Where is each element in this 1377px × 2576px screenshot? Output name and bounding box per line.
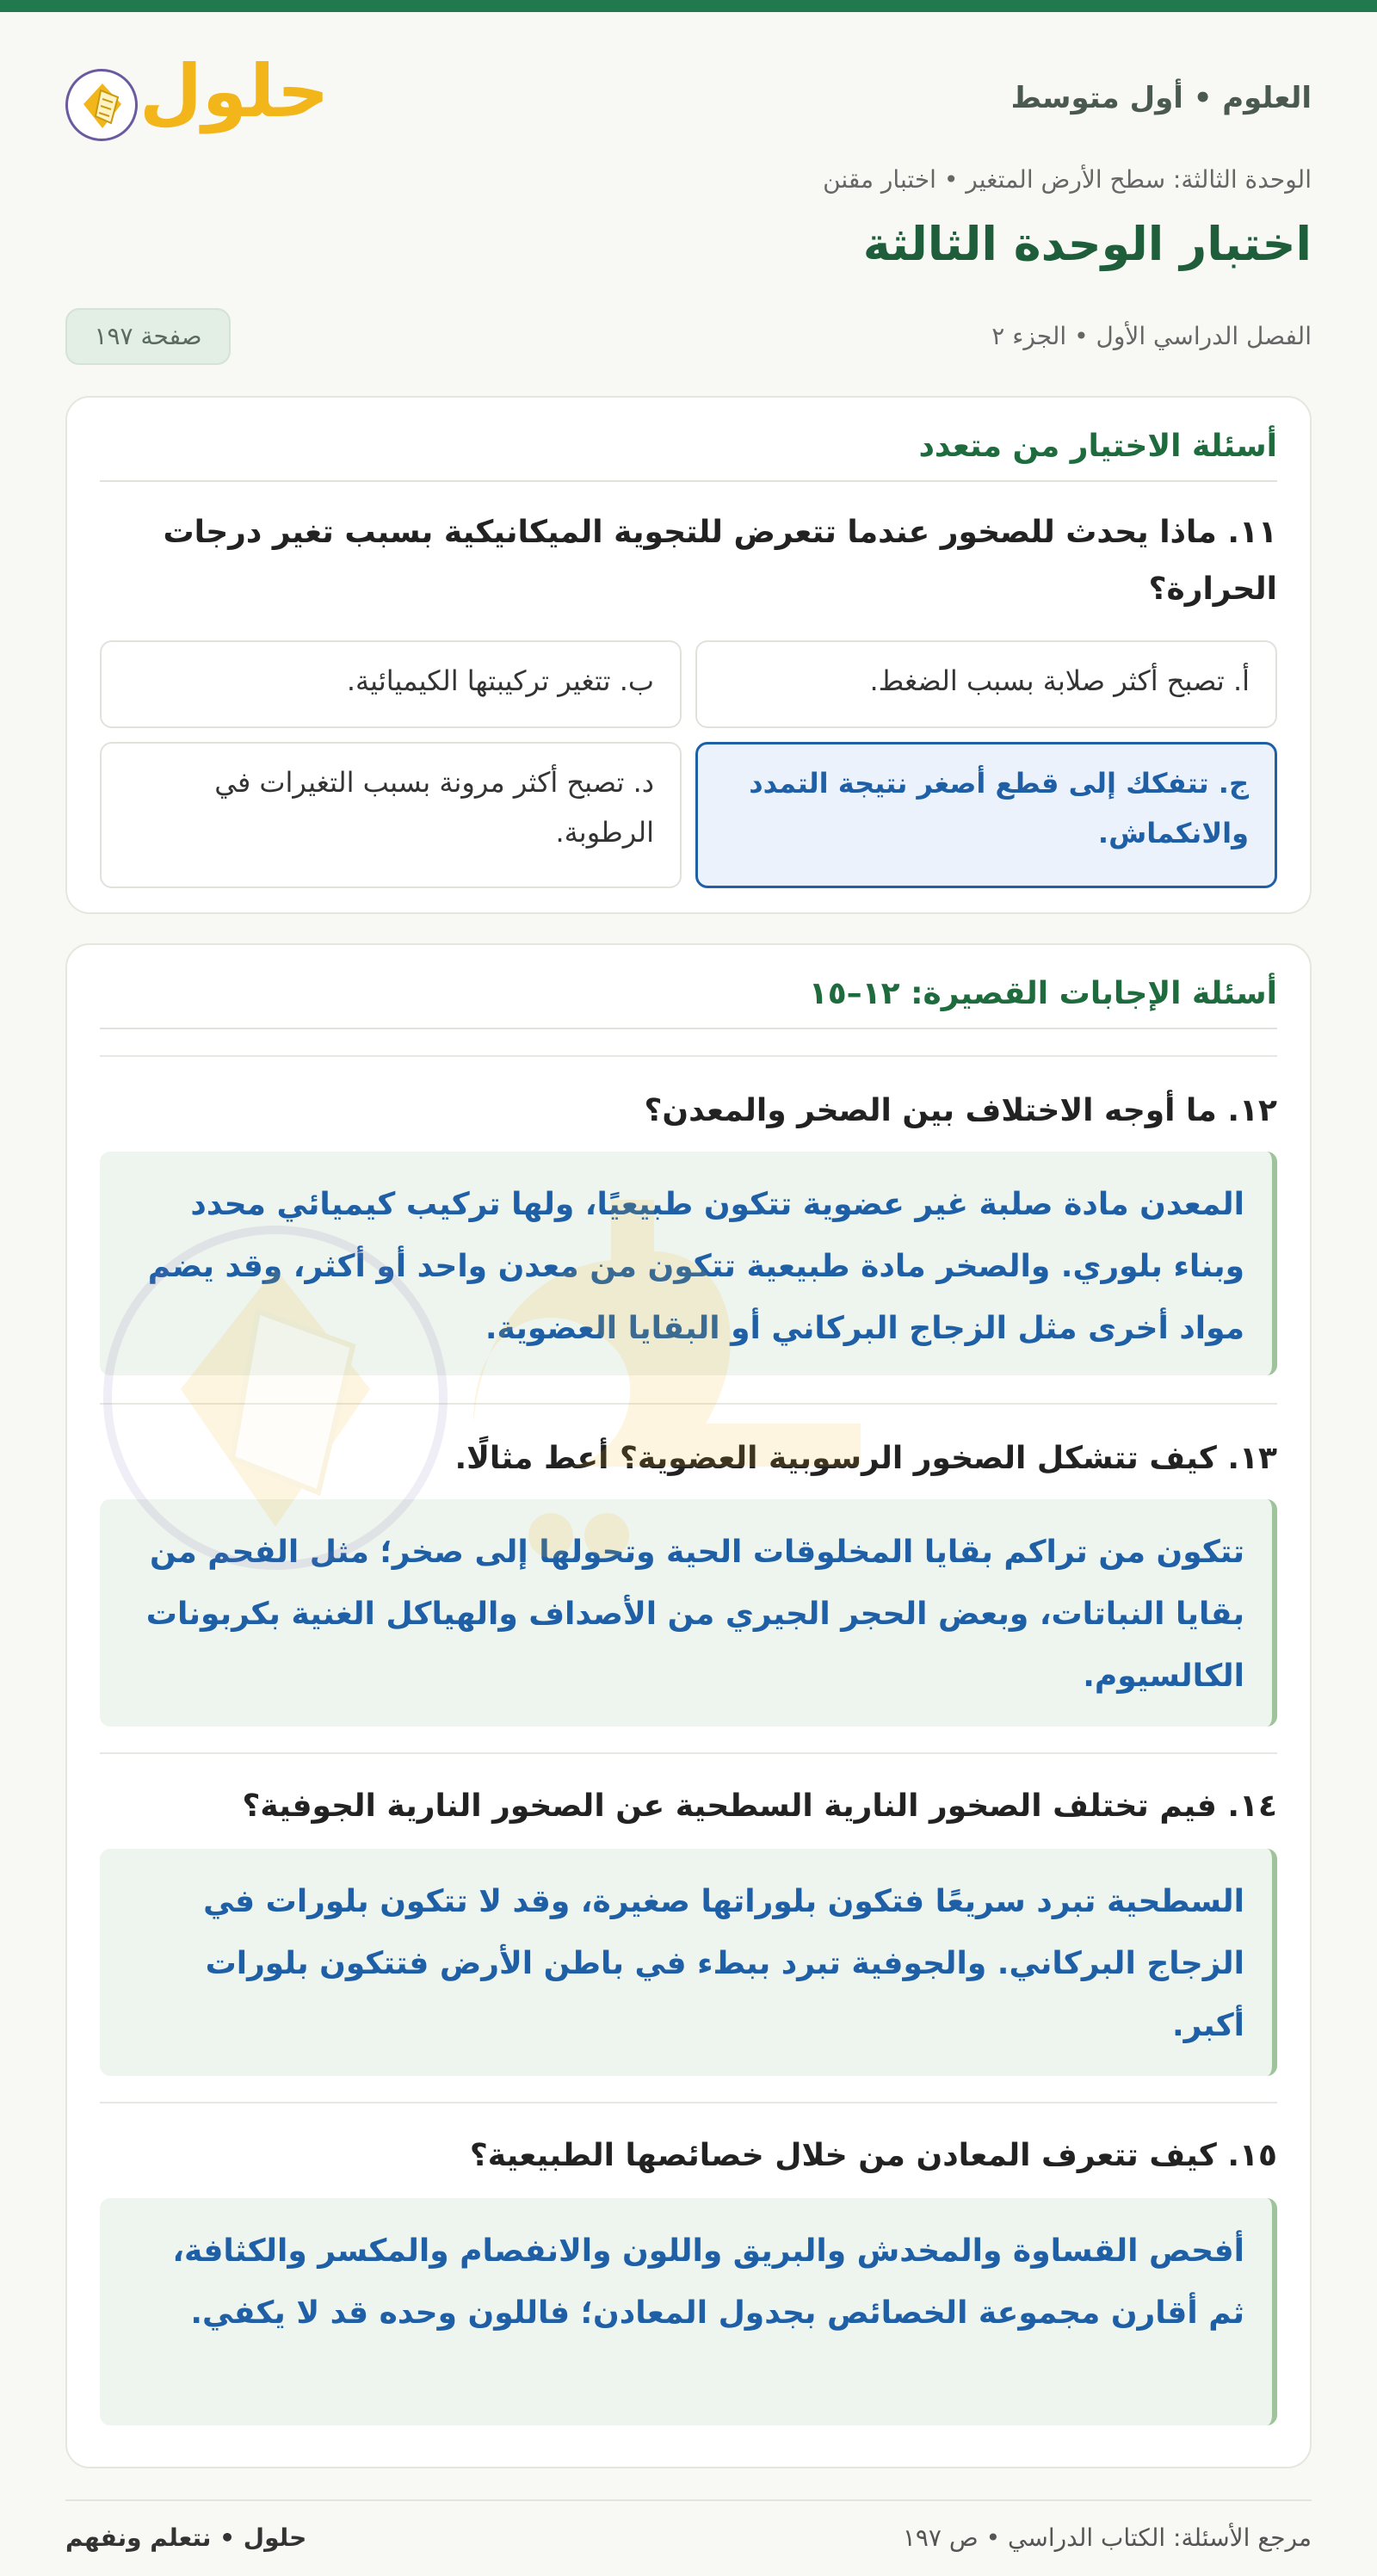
question-14: ١٤. فيم تختلف الصخور النارية السطحية عن الصخور النارية الجوفية؟ [242, 1788, 1277, 1824]
logo[interactable] [65, 46, 330, 143]
mcq-card [65, 396, 1312, 914]
footer-reference: مرجع الأسئلة: الكتاب الدراسي • ص ١٩٧ [902, 2523, 1312, 2552]
divider [100, 1055, 1277, 1057]
page-number-badge: صفحة ١٩٧ [65, 308, 231, 365]
header [65, 46, 1312, 143]
page-title: اختبار الوحدة الثالثة [862, 217, 1312, 271]
subject-title: العلوم • أول متوسط [1010, 81, 1312, 115]
logo-wordmark: حلول [139, 49, 330, 133]
unit-breadcrumb: الوحدة الثالثة: سطح الأرض المتغير • اختبار مقنن [823, 165, 1312, 194]
option-c-selected[interactable]: ج. تتفكك إلى قطع أصغر نتيجة التمدد والانكماش. [695, 742, 1277, 888]
divider [100, 2102, 1277, 2103]
question-12: ١٢. ما أوجه الاختلاف بين الصخر والمعدن؟ [644, 1093, 1277, 1128]
top-accent-bar [0, 0, 1377, 12]
question-11: ١١. ماذا يحدث للصخور عندما تتعرض للتجوية الميكانيكية بسبب تغير درجات الحرارة؟ [163, 515, 1277, 607]
question-13: ١٣. كيف تتشكل الصخور الرسوبية العضوية؟ أعط مثالًا. [454, 1441, 1277, 1476]
option-a[interactable]: أ. تصبح أكثر صلابة بسبب الضغط. [695, 640, 1277, 728]
short-answer-section-title: أسئلة الإجابات القصيرة: ١٢–١٥ [100, 976, 1277, 1029]
divider [100, 1403, 1277, 1405]
mcq-section-title: أسئلة الاختيار من متعدد [100, 429, 1277, 482]
term-label: الفصل الدراسي الأول • الجزء ٢ [991, 322, 1312, 350]
divider [100, 1752, 1277, 1754]
footer-brand: حلول • نتعلم ونفهم [65, 2523, 307, 2552]
answer-15: أفحص القساوة والمخدش والبريق واللون والانفصام والمكسر والكثافة، ثم أقارن مجموعة الخصائص بجدول المعادن؛ فاللون وحده قد لا يكفي. [100, 2198, 1277, 2425]
page [0, 12, 1377, 2576]
footer-divider [65, 2499, 1312, 2501]
option-b[interactable]: ب. تتغير تركيبتها الكيميائية. [100, 640, 682, 728]
short-answer-card [65, 943, 1312, 2468]
option-d[interactable]: د. تصبح أكثر مرونة بسبب التغيرات في الرطوبة. [100, 742, 682, 888]
book-logo-icon [65, 69, 138, 141]
answer-13: تتكون من تراكم بقايا المخلوقات الحية وتحولها إلى صخر؛ مثل الفحم من بقايا النباتات، وبعض الحجر الجيري من الأصداف والهياكل الغنية بكربونات الكالسيوم. [100, 1499, 1277, 1727]
question-15: ١٥. كيف تتعرف المعادن من خلال خصائصها الطبيعية؟ [469, 2138, 1277, 2173]
answer-14: السطحية تبرد سريعًا فتكون بلوراتها صغيرة، وقد لا تتكون بلورات في الزجاج البركاني. والجوفية تبرد ببطء في باطن الأرض فتتكون بلورات أكبر. [100, 1849, 1277, 2076]
answer-12: المعدن مادة صلبة غير عضوية تتكون طبيعيًا، ولها تركيب كيميائي محدد وبناء بلوري. والصخر مادة طبيعية تتكون من معدن واحد أو أكثر، وقد يضم مواد أخرى مثل الزجاج البركاني أو البقايا العضوية. [100, 1152, 1277, 1375]
